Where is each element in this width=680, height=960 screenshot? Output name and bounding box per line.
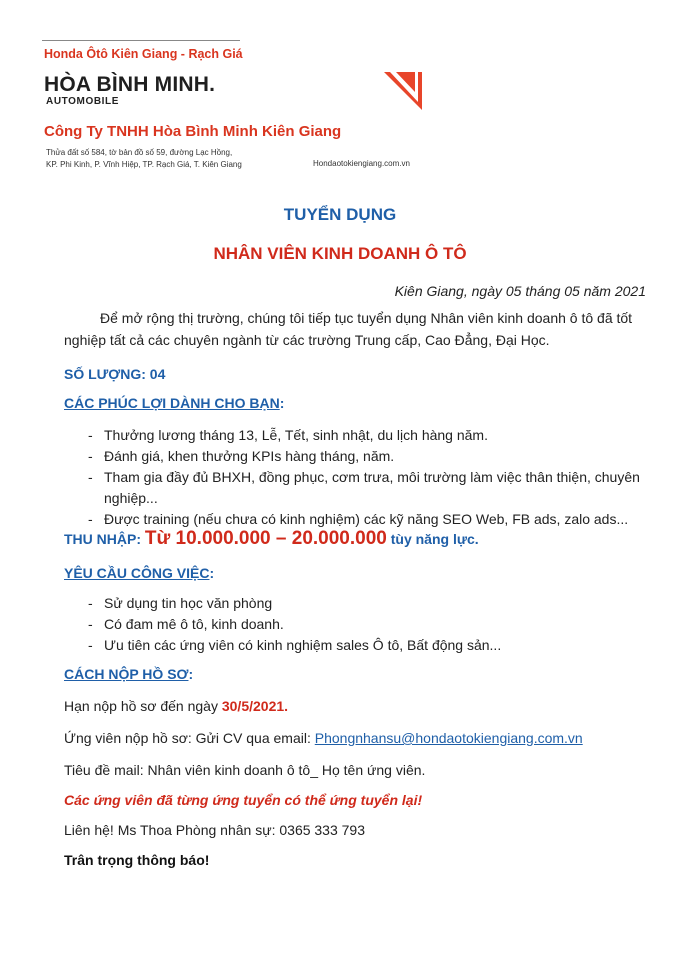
benefits-heading: CÁC PHÚC LỢI DÀNH CHO BẠN:: [64, 395, 285, 411]
reapply-note: Các ứng viên đã từng ứng tuyển có thể ứng tuyển lại!: [64, 792, 423, 808]
list-item: - Tham gia đầy đủ BHXH, đồng phục, cơm trưa, môi trường làm việc thân thiện, chuyên nghiệp...: [88, 469, 640, 506]
list-item: - Thưởng lương tháng 13, Lễ, Tết, sinh nhật, du lịch hàng năm.: [88, 427, 488, 443]
header-rule: [42, 40, 240, 41]
brand-mark-icon: [384, 70, 422, 110]
income-amount: Từ 10.000.000 – 20.000.000: [144, 528, 387, 549]
page-title: TUYỂN DỤNG: [283, 205, 397, 224]
list-item: - Có đam mê ô tô, kinh doanh.: [88, 616, 284, 632]
subject-line: Tiêu đề mail: Nhân viên kinh doanh ô tô_ Họ tên ứng viên.: [64, 762, 426, 778]
income-line: THU NHẬP: Từ 10.000.000 – 20.000.000 tùy năng lực.: [64, 528, 479, 549]
date-line: Kiên Giang, ngày 05 tháng 05 năm 2021: [394, 283, 646, 299]
list-item: - Ưu tiên các ứng viên có kinh nghiệm sales Ô tô, Bất động sản...: [88, 637, 502, 653]
email-link[interactable]: Phongnhansu@hondaotokiengiang.com.vn: [314, 730, 583, 746]
company-address: Thửa đất số 584, tờ bản đồ số 59, đường Lạc Hồng, KP. Phi Kinh, P. Vĩnh Hiệp, TP. Rạch Giá, T. Kiên Giang: [46, 148, 242, 169]
logo-text: HÒA BÌNH MINH.: [44, 73, 216, 96]
benefits-list: [64, 425, 654, 530]
logo-subtitle: AUTOMOBILE: [46, 96, 120, 107]
list-item: - Được training (nếu chưa có kinh nghiệm) các kỹ năng SEO Web, FB ads, zalo ads...: [88, 511, 629, 527]
deadline-date: 30/5/2021.: [221, 698, 289, 714]
list-item: - Sử dụng tin học văn phòng: [88, 595, 273, 611]
application-heading: CÁCH NỘP HỒ SƠ:: [64, 666, 194, 682]
company-name: Công Ty TNHH Hòa Bình Minh Kiên Giang: [44, 123, 342, 140]
requirements-list: [64, 593, 654, 656]
top-brand: Honda Ôtô Kiên Giang - Rạch Giá: [44, 47, 243, 61]
contact-line: Liên hệ! Ms Thoa Phòng nhân sự: 0365 333 793: [64, 822, 366, 838]
job-title: NHÂN VIÊN KINH DOANH Ô TÔ: [213, 244, 467, 263]
list-item: - Đánh giá, khen thưởng KPIs hàng tháng, năm.: [88, 448, 395, 464]
intro-paragraph: Để mở rộng thị trường, chúng tôi tiếp tục tuyển dụng Nhân viên kinh doanh ô tô đã tốt nghiệp tất cả các chuyên ngành từ các trường Trung cấp, Cao Đẳng, Đại Học.: [64, 310, 633, 348]
deadline-line: Hạn nộp hồ sơ đến ngày 30/5/2021.: [64, 698, 289, 714]
submit-line: Ứng viên nộp hồ sơ: Gửi CV qua email: Phongnhansu@hondaotokiengiang.com.vn: [64, 730, 583, 746]
company-website: Hondaotokiengiang.com.vn: [313, 159, 410, 168]
requirements-heading: YÊU CẦU CÔNG VIỆC:: [64, 565, 215, 581]
closing-line: Trân trọng thông báo!: [64, 852, 210, 868]
quantity-heading: SỐ LƯỢNG: 04: [64, 366, 166, 382]
